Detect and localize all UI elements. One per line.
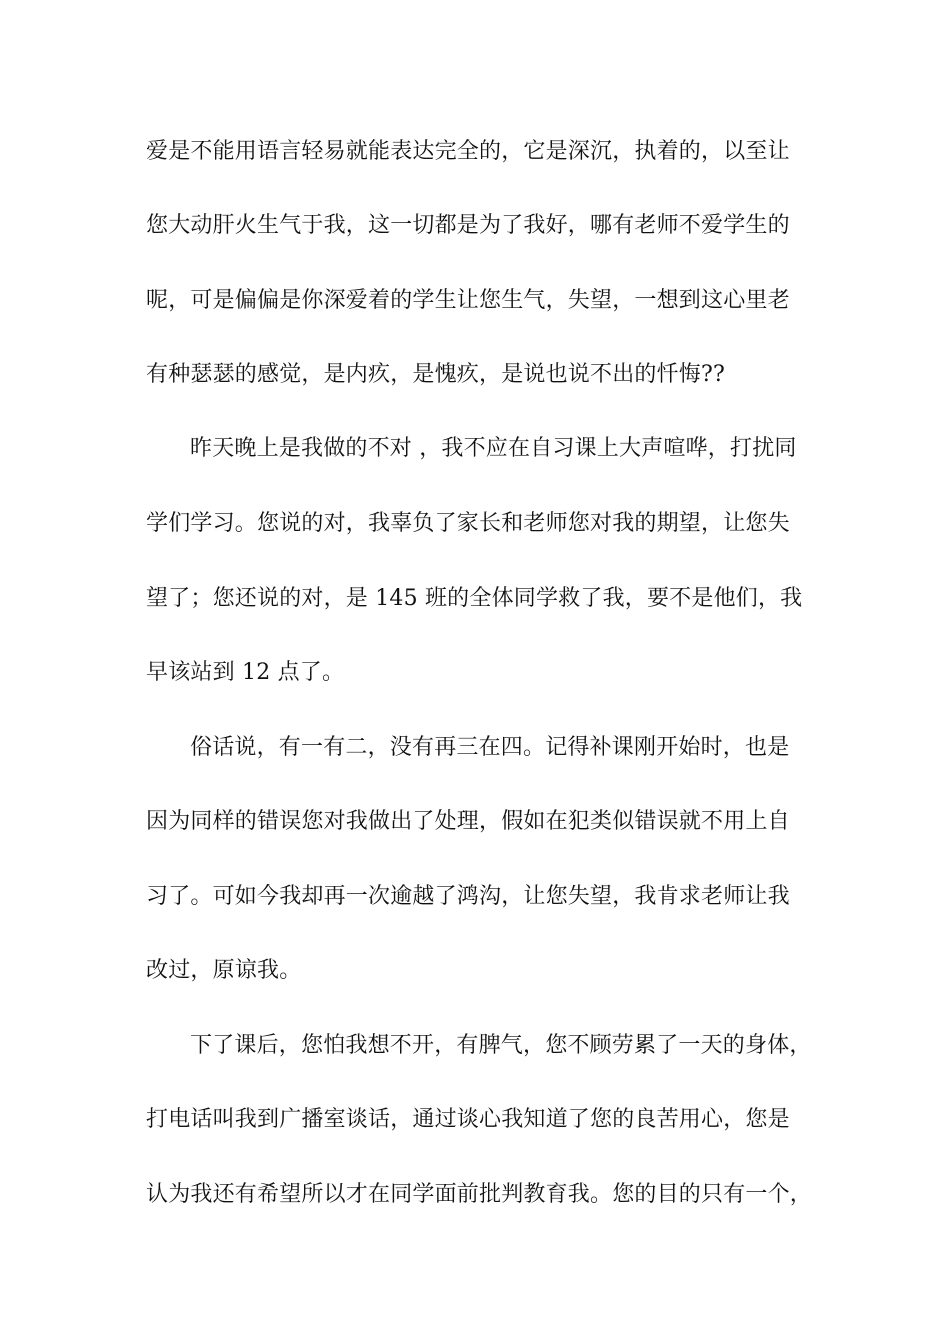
- text-line: 因为同样的错误您对我做出了处理，假如在犯类似错误就不用上自: [146, 809, 790, 834]
- paragraph-first-line: 昨天晚上是我做的不对 ，我不应在自习课上大声喧哗，打扰同: [190, 436, 797, 461]
- text-line: 打电话叫我到广播室谈话，通过谈心我知道了您的良苦用心，您是: [146, 1107, 790, 1132]
- text-line: 习了。可如今我却再一次逾越了鸿沟，让您失望，我肯求老师让我: [146, 884, 790, 909]
- text-line: 有种瑟瑟的感觉，是内疚，是愧疚，是说也说不出的忏悔??: [146, 362, 725, 387]
- text-line: 早该站到 12 点了。: [146, 660, 345, 685]
- text-line: 改过，原谅我。: [146, 958, 302, 983]
- text-line: 望了；您还说的对，是 145 班的全体同学救了我，要不是他们，我: [146, 586, 803, 611]
- text-line: 认为我还有希望所以才在同学面前批判教育我。您的目的只有一个，: [146, 1182, 813, 1207]
- text-line: 爱是不能用语言轻易就能表达完全的，它是深沉，执着的，以至让: [146, 139, 790, 164]
- paragraph-first-line: 下了课后，您怕我想不开，有脾气，您不顾劳累了一天的身体，: [190, 1033, 812, 1058]
- text-line: 您大动肝火生气于我，这一切都是为了我好，哪有老师不爱学生的: [146, 213, 790, 238]
- text-line: 呢，可是偏偏是你深爱着的学生让您生气，失望，一想到这心里老: [146, 288, 790, 313]
- paragraph-first-line: 俗话说，有一有二，没有再三在四。记得补课刚开始时，也是: [190, 735, 790, 760]
- text-line: 学们学习。您说的对，我辜负了家长和老师您对我的期望，让您失: [146, 511, 790, 536]
